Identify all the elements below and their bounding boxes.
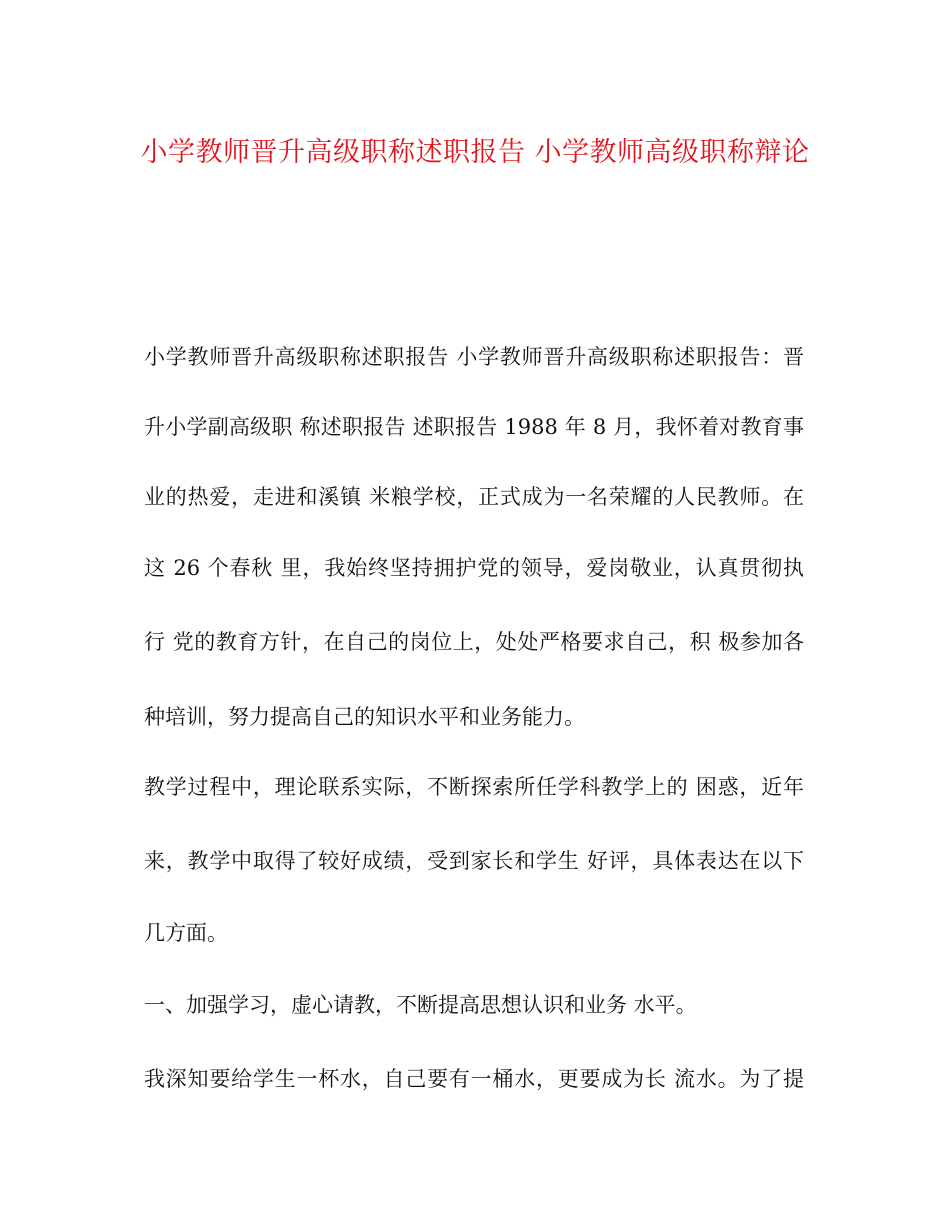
- body-line-6: 种培训，努力提高自己的知识水平和业务能力。: [144, 705, 585, 729]
- body-line-9: 几方面。: [144, 921, 228, 945]
- section-heading-1: 一、加强学习，虚心请教，不断提高思想认识和业务 水平。: [144, 993, 697, 1017]
- body-line-1: 小学教师晋升高级职称述职报告 小学教师晋升高级职称述职报告：晋: [144, 345, 804, 369]
- body-line-11: 我深知要给学生一杯水，自己要有一桶水，更要成为长 流水。为了提: [144, 1067, 804, 1091]
- document-title: 小学教师晋升高级职称述职报告 小学教师高级职称辩论: [140, 137, 810, 168]
- body-line-5: 行 党的教育方针，在自己的岗位上，处处严格要求自己，积 极参加各: [144, 630, 804, 654]
- body-line-4: 这 26 个春秋 里，我始终坚持拥护党的领导，爱岗敬业，认真贯彻执: [144, 556, 804, 580]
- body-line-8: 来，教学中取得了较好成绩，受到家长和学生 好评，具体表达在以下: [144, 849, 804, 873]
- body-line-2: 升小学副高级职 称述职报告 述职报告 1988 年 8 月，我怀着对教育事: [144, 415, 804, 439]
- body-line-3: 业的热爱，走进和溪镇 米粮学校，正式成为一名荣耀的人民教师。在: [144, 485, 804, 509]
- body-line-7: 教学过程中，理论联系实际，不断探索所任学科教学上的 困惑，近年: [144, 775, 804, 799]
